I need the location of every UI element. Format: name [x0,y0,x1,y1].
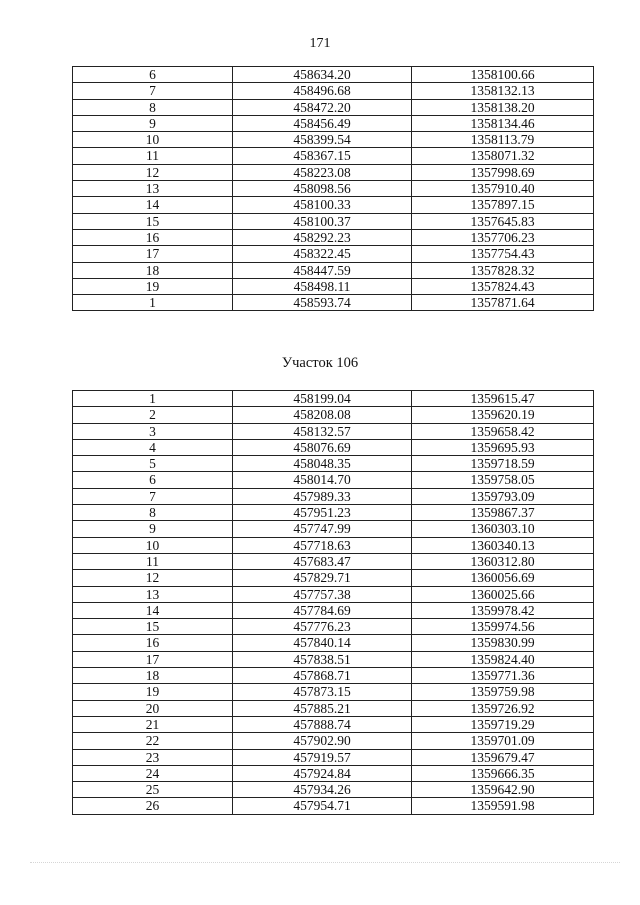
table-row [73,765,594,781]
x-coordinate-cell: 457838.51 [233,651,412,667]
y-coordinate-cell: 1359758.05 [412,472,594,488]
y-coordinate-cell: 1359867.37 [412,505,594,521]
table-row [73,602,594,618]
x-coordinate-cell: 457951.23 [233,505,412,521]
point-number-cell: 12 [73,164,233,180]
coordinates-table-continued [72,66,594,311]
x-coordinate-cell: 457718.63 [233,537,412,553]
table-row [73,181,594,197]
point-number-cell: 8 [73,99,233,115]
table-row [73,684,594,700]
point-number-cell: 17 [73,651,233,667]
point-number-cell: 21 [73,716,233,732]
point-number-cell: 9 [73,115,233,131]
table-row [73,488,594,504]
table-row [73,700,594,716]
table-row [73,456,594,472]
table-row [73,668,594,684]
table-row [73,782,594,798]
y-coordinate-cell: 1357910.40 [412,181,594,197]
y-coordinate-cell: 1357871.64 [412,295,594,311]
x-coordinate-cell: 458472.20 [233,99,412,115]
point-number-cell: 2 [73,407,233,423]
point-number-cell: 18 [73,262,233,278]
point-number-cell: 17 [73,246,233,262]
y-coordinate-cell: 1359978.42 [412,602,594,618]
point-number-cell: 19 [73,684,233,700]
x-coordinate-cell: 457784.69 [233,602,412,618]
y-coordinate-cell: 1360056.69 [412,570,594,586]
table-row [73,537,594,553]
y-coordinate-cell: 1358071.32 [412,148,594,164]
y-coordinate-cell: 1359701.09 [412,733,594,749]
point-number-cell: 3 [73,423,233,439]
point-number-cell: 10 [73,132,233,148]
point-number-cell: 8 [73,505,233,521]
x-coordinate-cell: 458456.49 [233,115,412,131]
x-coordinate-cell: 457924.84 [233,765,412,781]
point-number-cell: 10 [73,537,233,553]
point-number-cell: 12 [73,570,233,586]
point-number-cell: 20 [73,700,233,716]
y-coordinate-cell: 1359824.40 [412,651,594,667]
y-coordinate-cell: 1357645.83 [412,213,594,229]
y-coordinate-cell: 1360312.80 [412,553,594,569]
x-coordinate-cell: 458098.56 [233,181,412,197]
y-coordinate-cell: 1358138.20 [412,99,594,115]
y-coordinate-cell: 1359620.19 [412,407,594,423]
x-coordinate-cell: 457902.90 [233,733,412,749]
x-coordinate-cell: 458634.20 [233,67,412,83]
table-row [73,521,594,537]
y-coordinate-cell: 1359679.47 [412,749,594,765]
x-coordinate-cell: 457989.33 [233,488,412,504]
point-number-cell: 26 [73,798,233,814]
point-number-cell: 16 [73,635,233,651]
x-coordinate-cell: 458593.74 [233,295,412,311]
table-row [73,472,594,488]
x-coordinate-cell: 457868.71 [233,668,412,684]
y-coordinate-cell: 1359718.59 [412,456,594,472]
y-coordinate-cell: 1359666.35 [412,765,594,781]
x-coordinate-cell: 458100.33 [233,197,412,213]
y-coordinate-cell: 1360303.10 [412,521,594,537]
point-number-cell: 18 [73,668,233,684]
x-coordinate-cell: 458076.69 [233,439,412,455]
y-coordinate-cell: 1358113.79 [412,132,594,148]
y-coordinate-cell: 1359591.98 [412,798,594,814]
table-row [73,115,594,131]
x-coordinate-cell: 457873.15 [233,684,412,700]
point-number-cell: 13 [73,181,233,197]
point-number-cell: 11 [73,553,233,569]
x-coordinate-cell: 458132.57 [233,423,412,439]
table-row [73,67,594,83]
x-coordinate-cell: 457954.71 [233,798,412,814]
x-coordinate-cell: 458223.08 [233,164,412,180]
table-body [73,391,594,815]
x-coordinate-cell: 458447.59 [233,262,412,278]
point-number-cell: 9 [73,521,233,537]
x-coordinate-cell: 458367.15 [233,148,412,164]
coordinates-table-plot-106 [72,390,594,815]
x-coordinate-cell: 458496.68 [233,83,412,99]
point-number-cell: 7 [73,488,233,504]
x-coordinate-cell: 458048.35 [233,456,412,472]
point-number-cell: 11 [73,148,233,164]
table-row [73,439,594,455]
point-number-cell: 23 [73,749,233,765]
table-row [73,295,594,311]
y-coordinate-cell: 1360025.66 [412,586,594,602]
table-row [73,213,594,229]
point-number-cell: 5 [73,456,233,472]
table-row [73,716,594,732]
x-coordinate-cell: 457888.74 [233,716,412,732]
x-coordinate-cell: 457757.38 [233,586,412,602]
y-coordinate-cell: 1359793.09 [412,488,594,504]
table-row [73,246,594,262]
y-coordinate-cell: 1358134.46 [412,115,594,131]
x-coordinate-cell: 457919.57 [233,749,412,765]
table-row [73,391,594,407]
table-body [73,67,594,311]
table-row [73,619,594,635]
x-coordinate-cell: 458399.54 [233,132,412,148]
table-row [73,164,594,180]
x-coordinate-cell: 457885.21 [233,700,412,716]
page-number: 171 [309,36,331,51]
table-row [73,83,594,99]
table-row [73,570,594,586]
table-row [73,651,594,667]
y-coordinate-cell: 1359615.47 [412,391,594,407]
y-coordinate-cell: 1359759.98 [412,684,594,700]
table-row [73,733,594,749]
table-row [73,749,594,765]
table-row [73,423,594,439]
x-coordinate-cell: 457683.47 [233,553,412,569]
point-number-cell: 25 [73,782,233,798]
table-row [73,505,594,521]
x-coordinate-cell: 458498.11 [233,278,412,294]
scan-artifact-line [30,862,620,869]
y-coordinate-cell: 1360340.13 [412,537,594,553]
point-number-cell: 22 [73,733,233,749]
table-row [73,586,594,602]
point-number-cell: 14 [73,602,233,618]
table-row [73,262,594,278]
y-coordinate-cell: 1357998.69 [412,164,594,180]
table-row [73,148,594,164]
x-coordinate-cell: 458292.23 [233,229,412,245]
section-title: Участок 106 [281,355,359,371]
y-coordinate-cell: 1357754.43 [412,246,594,262]
table-row [73,407,594,423]
x-coordinate-cell: 458199.04 [233,391,412,407]
table-row [73,635,594,651]
y-coordinate-cell: 1359642.90 [412,782,594,798]
point-number-cell: 15 [73,619,233,635]
y-coordinate-cell: 1357828.32 [412,262,594,278]
y-coordinate-cell: 1359726.92 [412,700,594,716]
y-coordinate-cell: 1357897.15 [412,197,594,213]
table-row [73,197,594,213]
point-number-cell: 16 [73,229,233,245]
y-coordinate-cell: 1359658.42 [412,423,594,439]
point-number-cell: 7 [73,83,233,99]
point-number-cell: 13 [73,586,233,602]
point-number-cell: 19 [73,278,233,294]
point-number-cell: 6 [73,472,233,488]
y-coordinate-cell: 1359719.29 [412,716,594,732]
point-number-cell: 1 [73,295,233,311]
table-row [73,798,594,814]
point-number-cell: 1 [73,391,233,407]
point-number-cell: 15 [73,213,233,229]
x-coordinate-cell: 457776.23 [233,619,412,635]
y-coordinate-cell: 1359771.36 [412,668,594,684]
y-coordinate-cell: 1358100.66 [412,67,594,83]
table-row [73,99,594,115]
point-number-cell: 14 [73,197,233,213]
table-row [73,553,594,569]
x-coordinate-cell: 457934.26 [233,782,412,798]
point-number-cell: 24 [73,765,233,781]
x-coordinate-cell: 457829.71 [233,570,412,586]
x-coordinate-cell: 457840.14 [233,635,412,651]
table-row [73,229,594,245]
table-row [73,278,594,294]
x-coordinate-cell: 458014.70 [233,472,412,488]
x-coordinate-cell: 457747.99 [233,521,412,537]
y-coordinate-cell: 1359830.99 [412,635,594,651]
y-coordinate-cell: 1359974.56 [412,619,594,635]
x-coordinate-cell: 458208.08 [233,407,412,423]
y-coordinate-cell: 1357706.23 [412,229,594,245]
x-coordinate-cell: 458100.37 [233,213,412,229]
y-coordinate-cell: 1357824.43 [412,278,594,294]
table-row [73,132,594,148]
x-coordinate-cell: 458322.45 [233,246,412,262]
y-coordinate-cell: 1359695.93 [412,439,594,455]
point-number-cell: 4 [73,439,233,455]
point-number-cell: 6 [73,67,233,83]
y-coordinate-cell: 1358132.13 [412,83,594,99]
